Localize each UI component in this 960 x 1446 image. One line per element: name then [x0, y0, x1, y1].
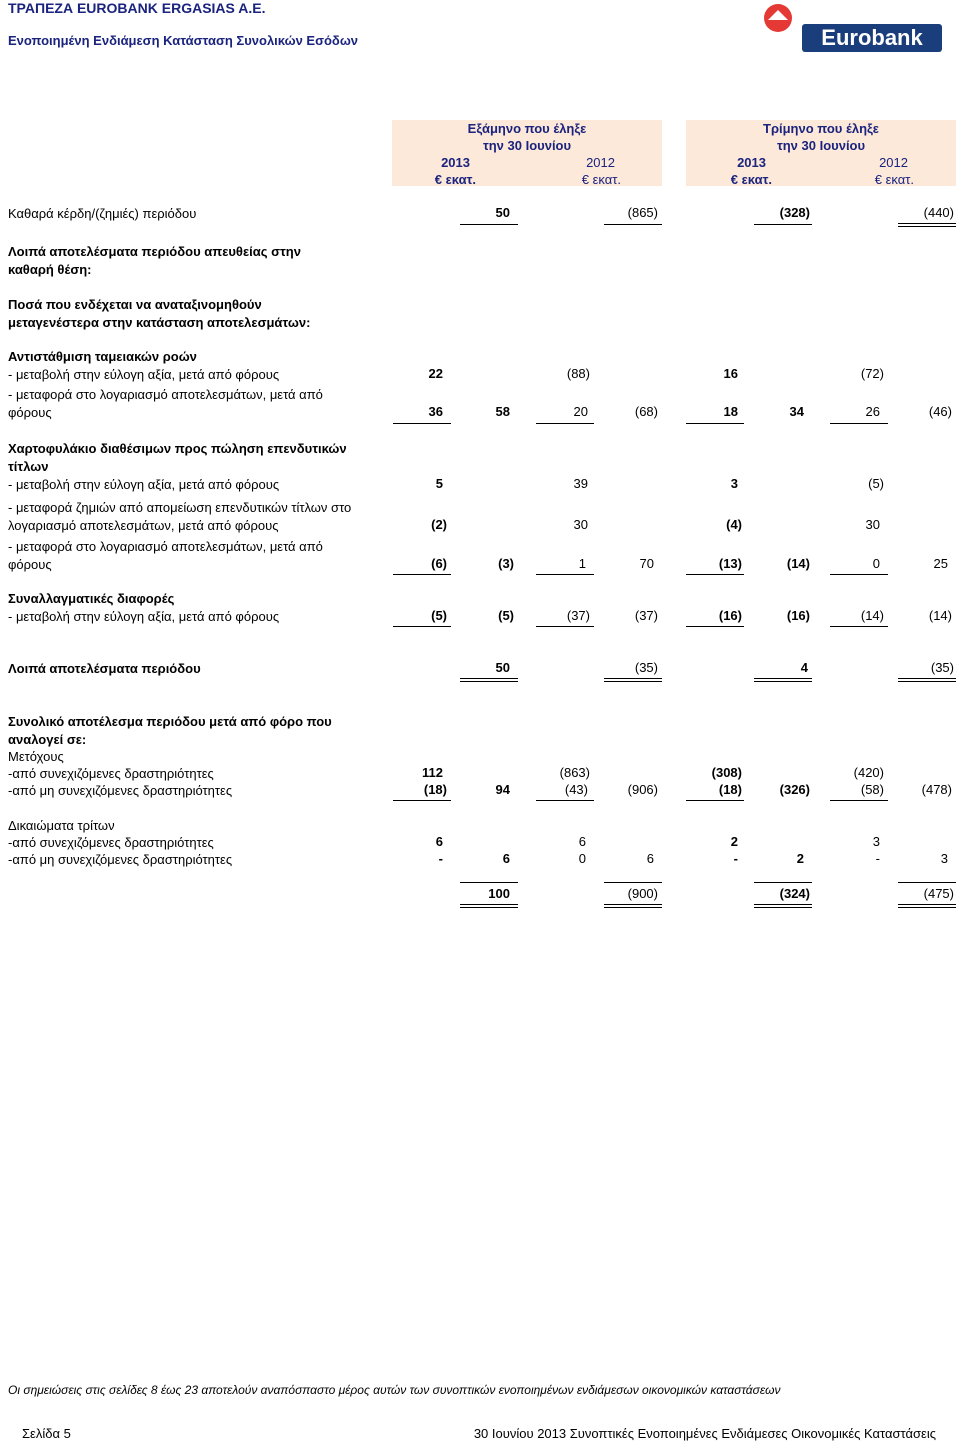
- grand-total-double-2: [604, 904, 662, 908]
- cf-transfer-label-2: φόρους: [8, 405, 52, 420]
- afs-impair-label-1: - μεταφορά ζημιών από απομείωση επενδυτικών τίτλων στο: [8, 500, 352, 515]
- page-number: Σελίδα 5: [22, 1426, 71, 1441]
- oci-total-double-3: [754, 678, 812, 682]
- grand-total-double-1: [460, 904, 518, 908]
- net-profit-2012-three: (440): [923, 205, 954, 220]
- sh-disc-2013-six-b: 94: [495, 782, 510, 797]
- afs-impair-2013-three: (4): [726, 517, 742, 532]
- cf-fv-2013-three: 16: [723, 366, 738, 381]
- bank-name: ΤΡΑΠΕΖΑ EUROBANK ERGASIAS A.E.: [8, 0, 266, 16]
- cf-transfer-2013-six-a: 36: [428, 404, 443, 419]
- oci-heading-1: Λοιπά αποτελέσματα περιόδου απευθείας στην: [8, 244, 301, 259]
- net-profit-underline-1: [460, 224, 518, 225]
- nci-disc-2013-three-a: -: [733, 851, 738, 866]
- afs-underline-1: [393, 574, 451, 575]
- fx-2013-six-b: (5): [498, 608, 514, 623]
- afs-impair-2012-three: 30: [865, 517, 880, 532]
- fx-2013-three-a: (16): [718, 608, 742, 623]
- afs-transfer-2012-six-a: 1: [578, 556, 586, 571]
- oci-total-double-1: [460, 678, 518, 682]
- afs-transfer-2012-six-b: 70: [639, 556, 654, 571]
- grand-total-top-1: [460, 882, 518, 883]
- afs-impair-label-2: λογαριασμό αποτελεσμάτων, μετά από φόρους: [8, 518, 279, 533]
- cf-transfer-label-1: - μεταφορά στο λογαριασμό αποτελεσμάτων, μετά από: [8, 387, 323, 402]
- cf-underline-2: [536, 423, 594, 424]
- afs-transfer-label-2: φόρους: [8, 557, 52, 572]
- nci-disc-2012-six-b: 6: [646, 851, 654, 866]
- fx-underline-2: [536, 626, 594, 627]
- cf-underline-4: [830, 423, 888, 424]
- three-month-header-line2: την 30 Ιουνίου: [776, 138, 866, 153]
- afs-underline-2: [536, 574, 594, 575]
- nci-disc-2013-six-b: 6: [502, 851, 510, 866]
- sh-cont-2012-six: (863): [559, 765, 590, 780]
- oci-total-double-4: [898, 678, 956, 682]
- sh-disc-2013-three-b: (326): [779, 782, 810, 797]
- grand-total-2012-three: (475): [923, 886, 954, 901]
- grand-total-double-3: [754, 904, 812, 908]
- six-month-header-line1: Εξάμηνο που έληξε: [467, 121, 587, 136]
- nci-continuing-label: -από συνεχιζόμενες δραστηριότητες: [8, 835, 214, 850]
- fx-2012-six-b: (37): [634, 608, 658, 623]
- sh-cont-2012-three: (420): [853, 765, 884, 780]
- grand-total-top-4: [898, 882, 956, 883]
- nci-discontinued-label: -από μη συνεχιζόμενες δραστηριότητες: [8, 852, 233, 867]
- sh-cont-2013-six: 112: [422, 765, 443, 780]
- afs-transfer-2013-six-b: (3): [498, 556, 514, 571]
- three-month-header-line1: Τρίμηνο που έληξε: [763, 121, 879, 136]
- year-2013-six: 2013: [441, 155, 470, 170]
- unit-2013-six: € εκατ.: [434, 172, 476, 187]
- afs-fv-2012-six: 39: [573, 476, 588, 491]
- cf-underline-3: [686, 423, 744, 424]
- net-profit-double-underline: [898, 223, 956, 227]
- reclass-heading-1: Ποσά που ενδέχεται να αναταξινομηθούν: [8, 297, 262, 312]
- cf-transfer-2012-three-a: 26: [865, 404, 880, 419]
- afs-underline-4: [830, 574, 888, 575]
- sh-underline-2: [536, 800, 594, 801]
- oci-total-2013-six: 50: [495, 660, 510, 675]
- afs-fv-2013-six: 5: [435, 476, 443, 491]
- afs-fv-2013-three: 3: [730, 476, 738, 491]
- sh-underline-3: [686, 800, 744, 801]
- afs-transfer-label-1: - μεταφορά στο λογαριασμό αποτελεσμάτων, μετά από: [8, 539, 323, 554]
- afs-fv-change-label: - μεταβολή στην εύλογη αξία, μετά από φόρους: [8, 477, 280, 492]
- fx-heading: Συναλλαγματικές διαφορές: [8, 591, 175, 606]
- oci-total-label: Λοιπά αποτελέσματα περιόδου: [8, 661, 201, 676]
- year-2012-three: 2012: [879, 155, 908, 170]
- sh-underline-4: [830, 800, 888, 801]
- cf-underline-1: [393, 423, 451, 424]
- reclass-heading-2: μεταγενέστερα στην κατάσταση αποτελεσμάτων:: [8, 315, 311, 330]
- tci-heading-2: αναλογεί σε:: [8, 732, 87, 747]
- cf-transfer-2013-three-a: 18: [723, 404, 738, 419]
- statement-title: Ενοποιημένη Ενδιάμεση Κατάσταση Συνολικών Εσόδων: [8, 33, 359, 48]
- nci-cont-2012-three: 3: [872, 834, 880, 849]
- afs-fv-2012-three: (5): [868, 476, 884, 491]
- cf-fv-2012-six: (88): [566, 366, 590, 381]
- oci-total-2012-six: (35): [634, 660, 658, 675]
- cf-fv-2012-three: (72): [860, 366, 884, 381]
- cf-fv-change-label: - μεταβολή στην εύλογη αξία, μετά από φόρους: [8, 367, 280, 382]
- net-profit-underline-3: [754, 224, 812, 225]
- fx-underline-4: [830, 626, 888, 627]
- year-2013-three: 2013: [737, 155, 766, 170]
- sh-disc-2013-three-a: (18): [718, 782, 742, 797]
- unit-2013-three: € εκατ.: [730, 172, 772, 187]
- cf-transfer-2012-six-a: 20: [573, 404, 588, 419]
- afs-transfer-2012-three-b: 25: [933, 556, 948, 571]
- sh-disc-2012-six-b: (906): [627, 782, 658, 797]
- sh-disc-2012-three-b: (478): [921, 782, 952, 797]
- sh-cont-2013-three: (308): [711, 765, 742, 780]
- nci-disc-2012-three-b: 3: [940, 851, 948, 866]
- net-profit-underline-2: [604, 224, 662, 225]
- nci-label: Δικαιώματα τρίτων: [8, 818, 115, 833]
- net-profit-label: Καθαρά κέρδη/(ζημιές) περιόδου: [8, 206, 197, 221]
- nci-cont-2012-six: 6: [578, 834, 586, 849]
- sh-disc-2012-six-a: (43): [564, 782, 588, 797]
- nci-disc-2012-six-a: 0: [578, 851, 586, 866]
- net-profit-2012-six: (865): [627, 205, 658, 220]
- afs-impair-2012-six: 30: [573, 517, 588, 532]
- cf-fv-2013-six: 22: [428, 366, 443, 381]
- afs-transfer-2013-three-a: (13): [718, 556, 742, 571]
- oci-total-double-2: [604, 678, 662, 682]
- grand-total-double-4: [898, 904, 956, 908]
- afs-heading-2: τίτλων: [8, 459, 49, 474]
- unit-2012-three: € εκατ.: [874, 172, 914, 187]
- year-2012-six: 2012: [586, 155, 615, 170]
- nci-disc-2013-six-a: -: [438, 851, 443, 866]
- sh-discontinued-label: -από μη συνεχιζόμενες δραστηριότητες: [8, 783, 233, 798]
- fx-underline-3: [686, 626, 744, 627]
- nci-disc-2012-three-a: -: [875, 851, 880, 866]
- fx-2013-six-a: (5): [431, 608, 447, 623]
- sh-disc-2012-three-a: (58): [860, 782, 884, 797]
- tci-heading-1: Συνολικό αποτέλεσμα περιόδου μετά από φόρο που: [8, 714, 332, 729]
- eurobank-logo: [752, 2, 952, 54]
- grand-total-top-3: [754, 882, 812, 883]
- fx-2012-three-b: (14): [928, 608, 952, 623]
- cf-transfer-2013-six-b: 58: [495, 404, 510, 419]
- afs-underline-3: [686, 574, 744, 575]
- grand-total-2013-six: 100: [488, 886, 510, 901]
- unit-2012-six: € εκατ.: [581, 172, 621, 187]
- sh-underline-1: [393, 800, 451, 801]
- fx-2012-three-a: (14): [860, 608, 884, 623]
- cf-transfer-2013-three-b: 34: [789, 404, 804, 419]
- afs-heading-1: Χαρτοφυλάκιο διαθέσιμων προς πώληση επενδυτικών: [8, 441, 347, 456]
- net-profit-2013-six: 50: [495, 205, 510, 220]
- footer-note: Οι σημειώσεις στις σελίδες 8 έως 23 αποτελούν αναπόσπαστο μέρος αυτών των συνοπτικών ενοποιημένων ενδιάμεσων οικονομικών καταστάσεων: [8, 1383, 781, 1397]
- fx-underline-1: [393, 626, 451, 627]
- afs-transfer-2012-three-a: 0: [872, 556, 880, 571]
- cf-hedge-heading: Αντιστάθμιση ταμειακών ροών: [8, 349, 197, 364]
- afs-impair-2013-six: (2): [431, 517, 447, 532]
- nci-disc-2013-three-b: 2: [796, 851, 804, 866]
- grand-total-2013-three: (324): [779, 886, 810, 901]
- oci-total-2013-three: 4: [800, 660, 808, 675]
- grand-total-2012-six: (900): [627, 886, 658, 901]
- sh-disc-2013-six-a: (18): [423, 782, 447, 797]
- fx-2012-six-a: (37): [566, 608, 590, 623]
- afs-transfer-2013-three-b: (14): [786, 556, 810, 571]
- fx-2013-three-b: (16): [786, 608, 810, 623]
- oci-heading-2: καθαρή θέση:: [8, 262, 92, 277]
- fx-fv-change-label: - μεταβολή στην εύλογη αξία, μετά από φόρους: [8, 609, 280, 624]
- cf-transfer-2012-six-b: (68): [634, 404, 658, 419]
- cf-transfer-2012-three-b: (46): [928, 404, 952, 419]
- footer-document-title: 30 Ιουνίου 2013 Συνοπτικές Ενοποιημένες Ενδιάμεσες Οικονομικές Καταστάσεις: [473, 1426, 936, 1441]
- afs-transfer-2013-six-a: (6): [431, 556, 447, 571]
- nci-cont-2013-three: 2: [730, 834, 738, 849]
- oci-total-2012-three: (35): [930, 660, 954, 675]
- net-profit-2013-three: (328): [779, 205, 810, 220]
- nci-cont-2013-six: 6: [435, 834, 443, 849]
- sh-continuing-label: -από συνεχιζόμενες δραστηριότητες: [8, 766, 214, 781]
- logo-text: Eurobank: [821, 25, 923, 50]
- grand-total-top-2: [604, 882, 662, 883]
- six-month-header-line2: την 30 Ιουνίου: [482, 138, 572, 153]
- shareholders-label: Μετόχους: [8, 749, 64, 764]
